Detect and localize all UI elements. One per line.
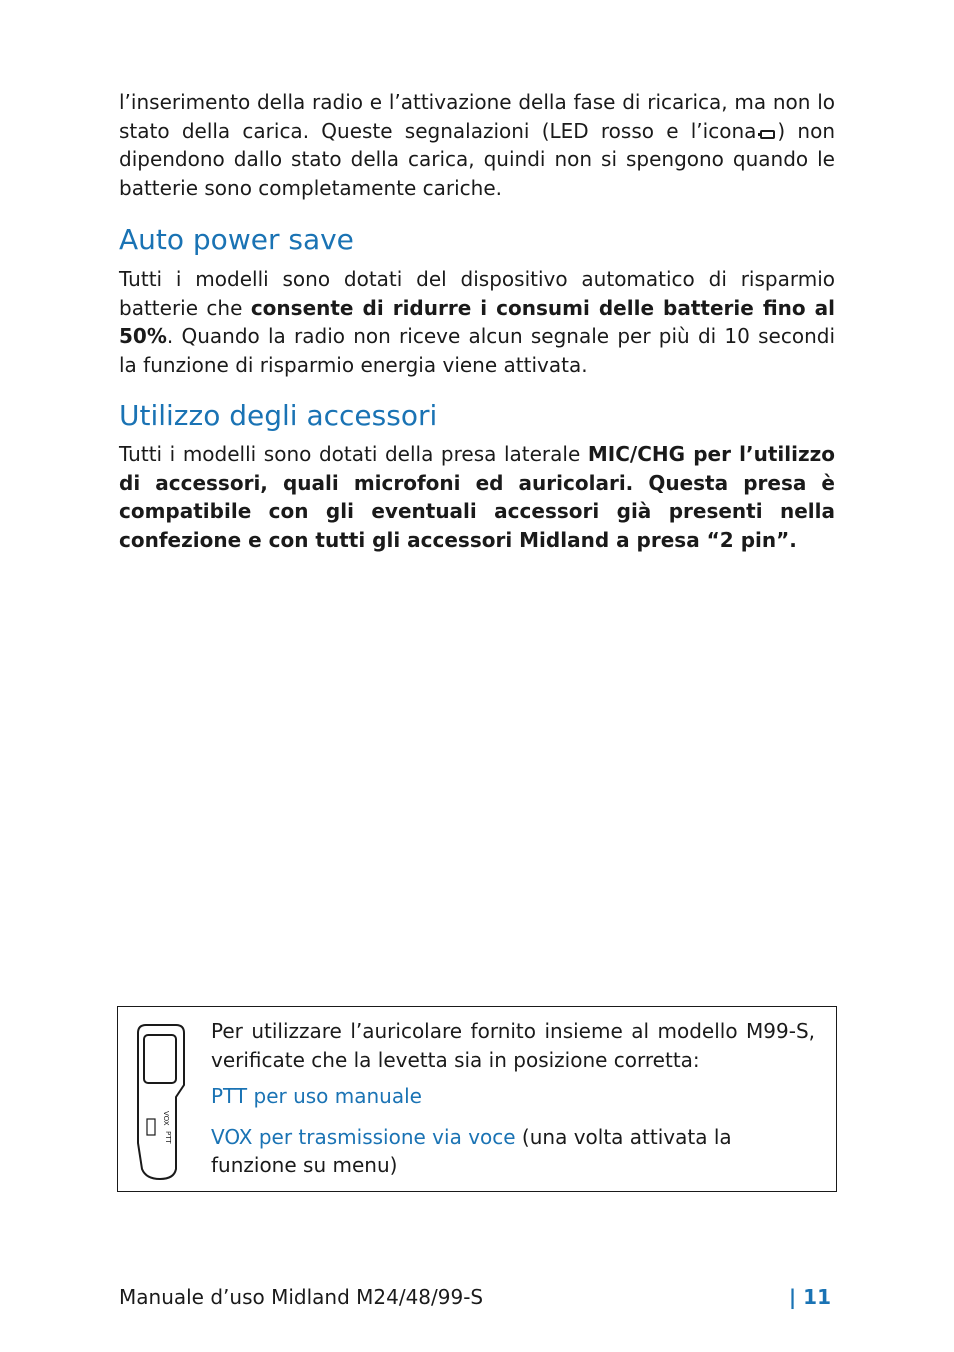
note-option-vox-label: VOX per trasmissione via voce xyxy=(211,1124,516,1149)
footer-manual-title: Manuale d’uso Midland M24/48/99-S xyxy=(119,1285,484,1309)
earphone-note-box xyxy=(117,1006,837,1192)
switch-label-vox: VOX xyxy=(162,1111,170,1126)
accessori-text-a: Tutti i modelli sono dotati della presa laterale xyxy=(119,442,588,466)
note-option-vox-suffix: (una volta attivata la funzione su menu) xyxy=(211,1124,732,1178)
switch-label-ptt: PTT xyxy=(164,1131,172,1144)
intro-paragraph-text-b: ) non dipendono dallo stato della carica, quindi non si spengono quando le batterie sono completamente cariche. xyxy=(119,118,836,200)
heading-auto-power-save: Auto power save xyxy=(119,223,354,256)
intro-paragraph xyxy=(119,88,835,202)
accessori-paragraph xyxy=(119,440,835,554)
auto-power-save-paragraph xyxy=(119,265,835,379)
footer-page-number: | 11 xyxy=(788,1285,831,1309)
intro-paragraph-text-a: l’inserimento della radio e l’attivazione della fase di ricarica, ma non lo stato della carica. Queste segnalazioni (LED rosso e l’icona xyxy=(119,90,835,143)
note-intro: Per utilizzare l’auricolare fornito insieme al modello M99-S, verificate che la levetta sia in posizione corretta: xyxy=(211,1019,815,1072)
auto-power-text-b: . Quando la radio non riceve alcun segnale per più di 10 secondi la funzione di risparmio energia viene attivata. xyxy=(119,324,835,377)
page-footer xyxy=(119,1283,831,1311)
note-text xyxy=(211,1017,815,1180)
auto-power-text-a: Tutti i modelli sono dotati del dispositivo automatico di risparmio batterie che xyxy=(119,267,835,320)
auto-power-text-bold: consente di ridurre i consumi delle batterie fino al 50% xyxy=(119,295,835,349)
earphone-switch-icon xyxy=(134,1023,186,1181)
note-option-ptt: PTT per uso manuale xyxy=(211,1084,422,1109)
heading-utilizzo-accessori: Utilizzo degli accessori xyxy=(119,399,438,432)
note-option-vox xyxy=(211,1123,815,1180)
accessori-text-bold: MIC/CHG per l’utilizzo di accessori, quali microfoni ed auricolari. Questa presa è compatibile con gli eventuali accessori già presenti nella confezione e con tutti gli accessori Midland a presa “2 pin”. xyxy=(119,442,836,552)
battery-icon xyxy=(760,130,775,139)
